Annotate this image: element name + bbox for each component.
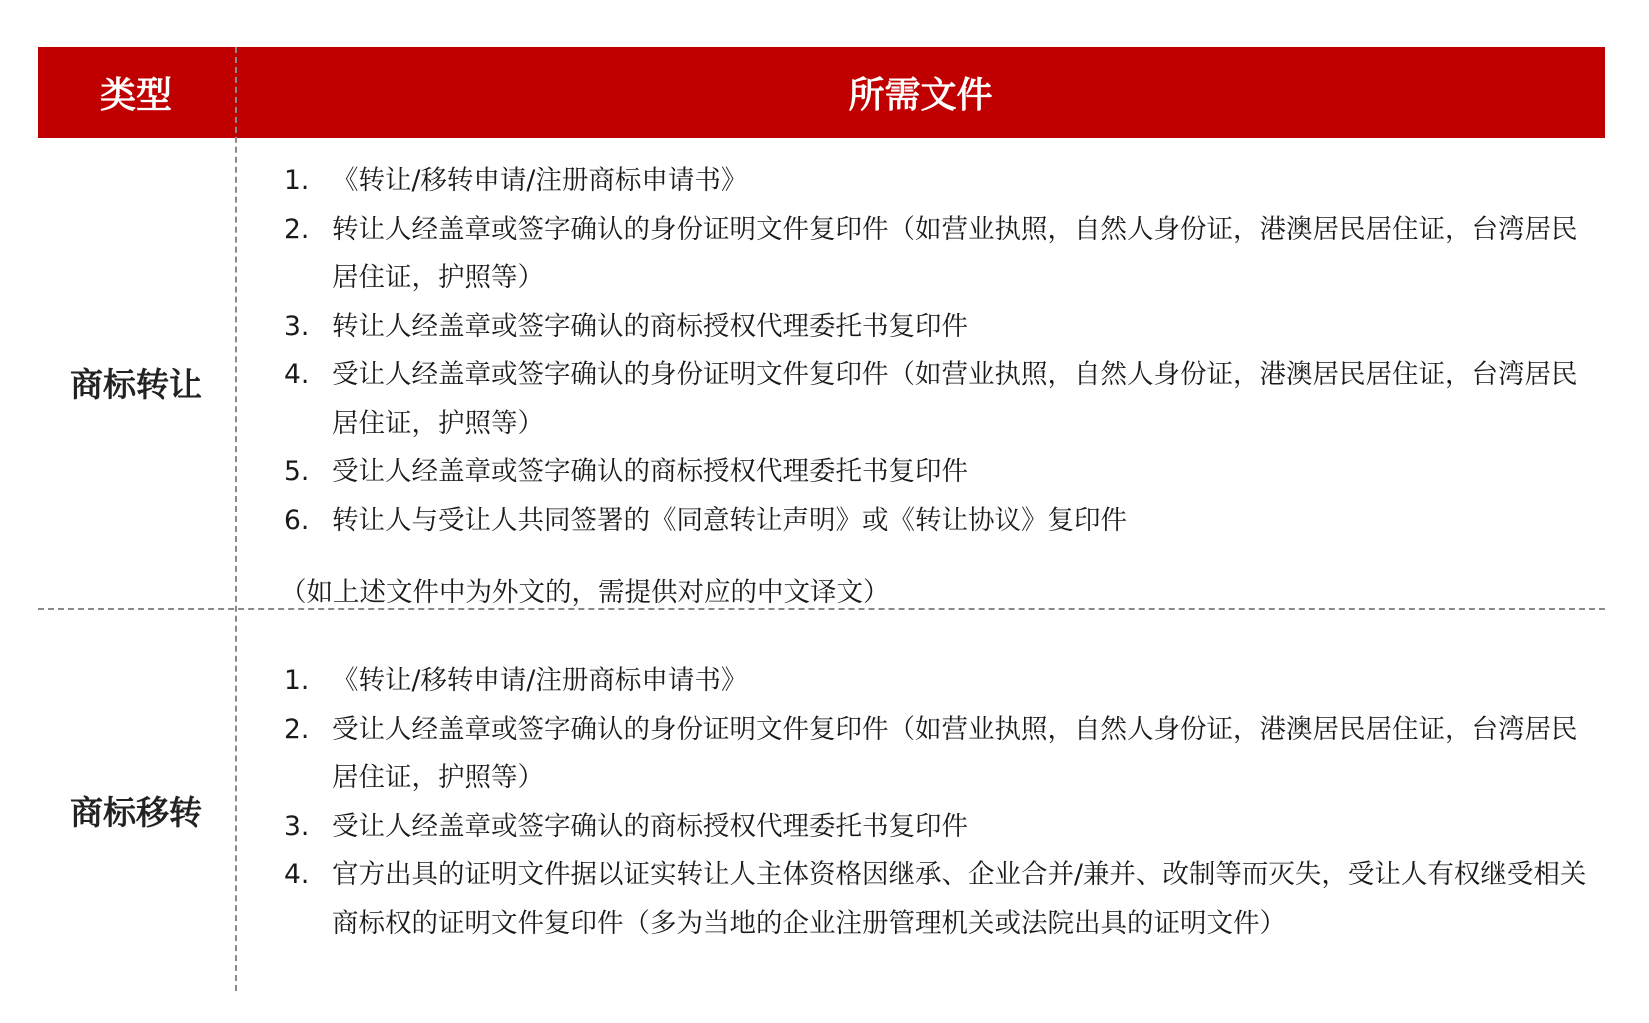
row-type-devolution: 商标移转 [70, 793, 202, 832]
list-item: 5. 受让人经盖章或签字确认的商标授权代理委托书复印件 [284, 456, 968, 487]
list-item: 6. 转让人与受让人共同签署的《同意转让声明》或《转让协议》复印件 [284, 504, 1127, 536]
list-item: 3. 转让人经盖章或签字确认的商标授权代理委托书复印件 [284, 310, 968, 342]
list-item: 1. 《转让/移转申请/注册商标申请书》 [284, 165, 748, 196]
list-item: 3. 受让人经盖章或签字确认的商标授权代理委托书复印件 [284, 810, 968, 842]
column-divider [235, 47, 237, 991]
header-required-documents: 所需文件 [848, 75, 993, 116]
devolution-document-list [284, 657, 1594, 948]
requirements-table [38, 47, 1605, 991]
list-item: 4. 受让人经盖章或签字确认的身份证明文件复印件（如营业执照，自然人身份证，港澳居民居住证，台湾居民居住证，护照等） [284, 359, 1578, 439]
translation-note: （如上述文件中为外文的，需提供对应的中文译文） [280, 577, 890, 608]
row-type-transfer: 商标转让 [70, 365, 202, 404]
list-item: 2. 转让人经盖章或签字确认的身份证明文件复印件（如营业执照，自然人身份证，港澳居民居住证，台湾居民居住证，护照等） [284, 213, 1578, 293]
list-item: 1. 《转让/移转申请/注册商标申请书》 [284, 665, 748, 696]
table-header [38, 47, 1605, 138]
transfer-document-list [284, 157, 1594, 545]
header-type: 类型 [99, 75, 172, 116]
list-item: 2. 受让人经盖章或签字确认的身份证明文件复印件（如营业执照，自然人身份证，港澳居民居住证，台湾居民居住证，护照等） [284, 713, 1578, 793]
list-item: 4. 官方出具的证明文件据以证实转让人主体资格因继承、企业合并/兼并、改制等而灭失，受让人有权继受相关商标权的证明文件复印件（多为当地的企业注册管理机关或法院出具的证明文件） [284, 859, 1587, 939]
